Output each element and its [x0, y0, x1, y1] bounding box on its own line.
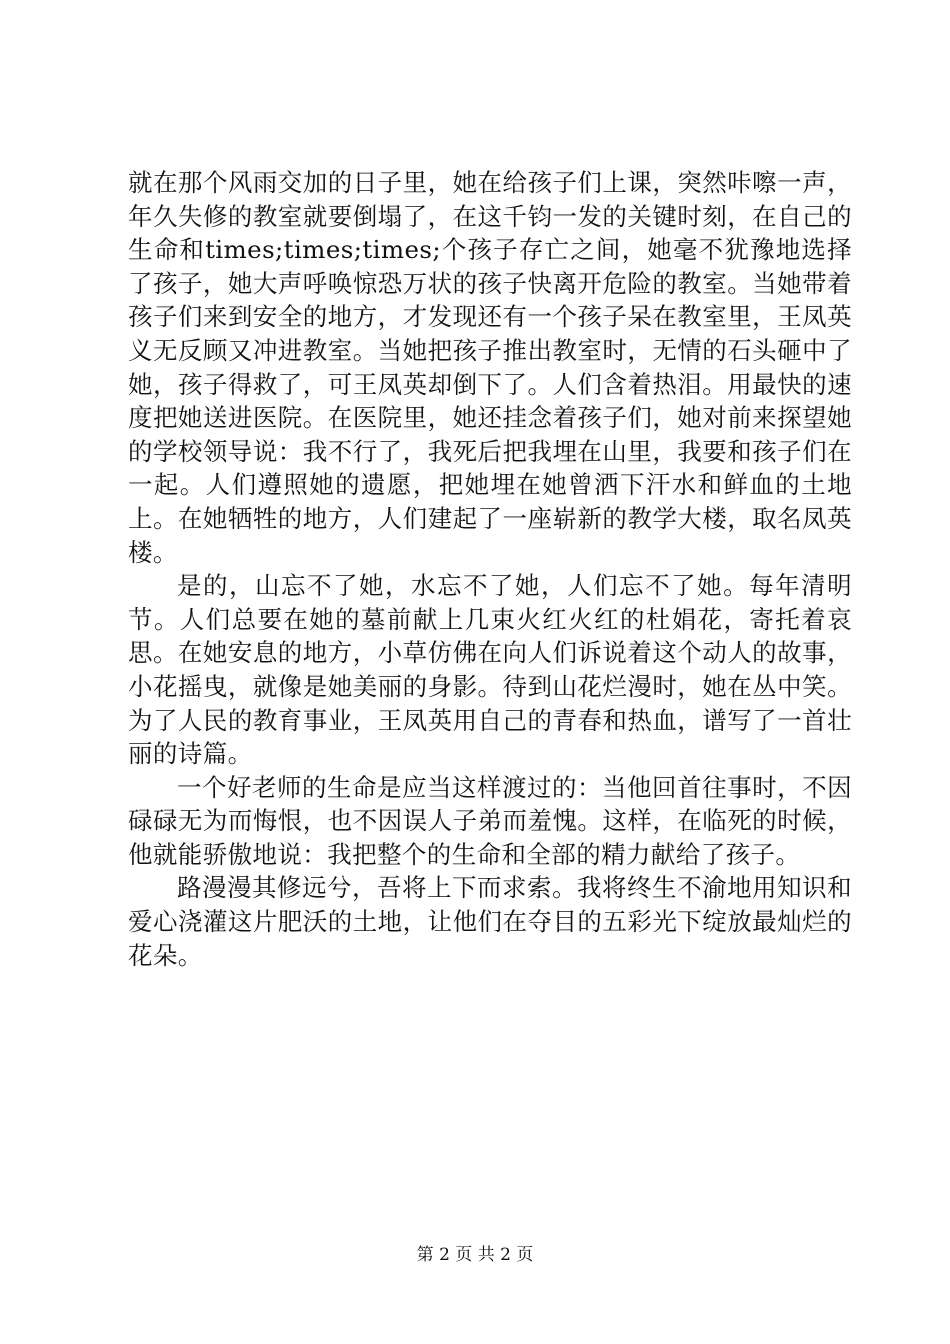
- paragraph-1: 就在那个风雨交加的日子里，她在给孩子们上课，突然咔嚓一声，年久失修的教室就要倒塌了，在这千钧一发的关键时刻，在自己的生命和times;times;times;个孩子存亡之间，她毫不犹豫地选择了孩子，她大声呼唤惊恐万状的孩子快离开危险的教室。当她带着孩子们来到安全的地方，才发现还有一个孩子呆在教室里，王凤英义无反顾又冲进教室。当她把孩子推出教室时，无情的石头砸中了她，孩子得救了，可王凤英却倒下了。人们含着热泪。用最快的速度把她送进医院。在医院里，她还挂念着孩子们，她对前来探望她的学校领导说：我不行了，我死后把我埋在山里，我要和孩子们在一起。人们遵照她的遗愿，把她埋在她曾洒下汗水和鲜血的土地上。在她牺牲的地方，人们建起了一座崭新的教学大楼，取名凤英楼。: [128, 168, 852, 567]
- paragraph-4: 路漫漫其修远兮，吾将上下而求索。我将终生不渝地用知识和爱心浇灌这片肥沃的土地，让他们在夺目的五彩光下绽放最灿烂的花朵。: [128, 873, 852, 970]
- paragraph-3: 一个好老师的生命是应当这样渡过的：当他回首往事时，不因碌碌无为而悔恨，也不因误人子弟而羞愧。这样，在临死的时候，他就能骄傲地说：我把整个的生命和全部的精力献给了孩子。: [128, 772, 852, 869]
- paragraph-2: 是的，山忘不了她，水忘不了她，人们忘不了她。每年清明节。人们总要在她的墓前献上几束火红火红的杜娟花，寄托着哀思。在她安息的地方，小草仿佛在向人们诉说着这个动人的故事，小花摇曳，就像是她美丽的身影。待到山花烂漫时，她在丛中笑。为了人民的教育事业，王凤英用自己的青春和热血，谱写了一首壮丽的诗篇。: [128, 571, 852, 769]
- page-footer: 第 2 页 共 2 页: [416, 1245, 534, 1265]
- body-text: [128, 166, 852, 972]
